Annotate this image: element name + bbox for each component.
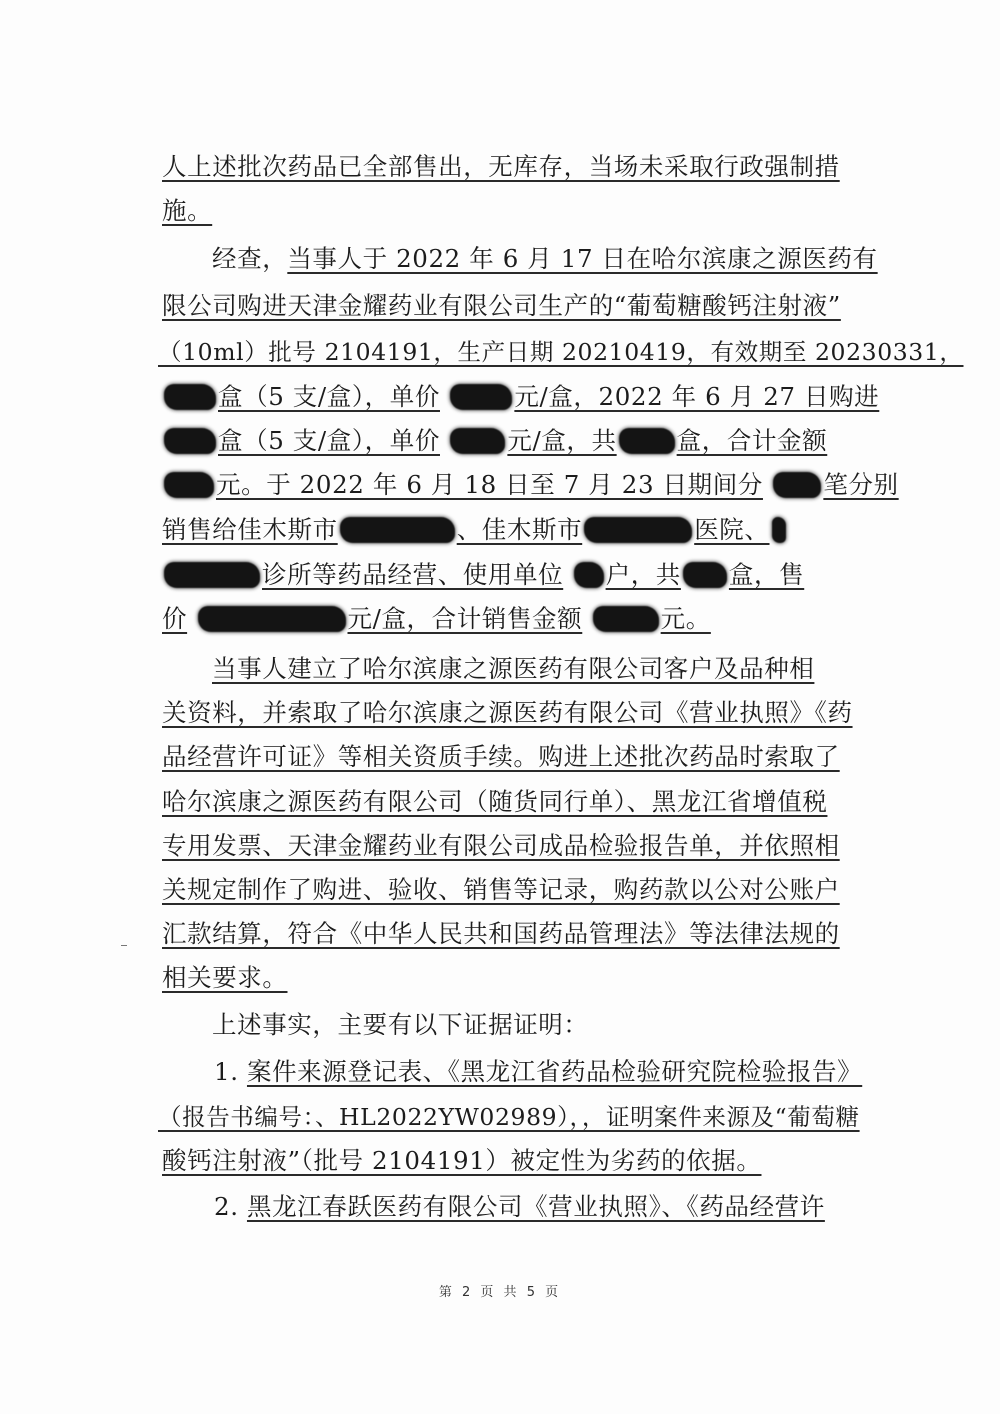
- text-span: 人上述批次药品已全部售出，无库存，当场未采取行政强制措: [162, 152, 840, 181]
- text-span: 盒，售: [728, 560, 805, 589]
- text-line: [162, 691, 852, 735]
- text-span: 限公司购进天津金耀药业有限公司生产的“葡萄糖酸钙注射液”: [162, 291, 841, 320]
- text-line: [162, 868, 852, 912]
- text-span: 当事人建立了哈尔滨康之源医药有限公司客户及品种相: [212, 654, 815, 683]
- text-span: 施。: [162, 196, 213, 225]
- text-line: [162, 463, 899, 507]
- text-line: [162, 145, 852, 189]
- text-line: [162, 237, 902, 281]
- text-span: 笔分别: [823, 470, 899, 499]
- redaction-mark: [574, 562, 604, 588]
- text-line: [162, 735, 852, 779]
- redaction-mark: [773, 472, 821, 498]
- redaction-mark: [164, 428, 216, 454]
- redaction-mark: [164, 384, 216, 410]
- text-line: [162, 553, 852, 597]
- text-line: [162, 647, 902, 691]
- text-span: （10ml）批号 2104191，生产日期 20210419，有效期至 20230331，: [158, 338, 964, 366]
- text-line: [162, 375, 880, 419]
- text-span: 经查，: [212, 244, 288, 273]
- text-line: [162, 824, 852, 868]
- text-span: 哈尔滨康之源医药有限公司（随货同行单）、黑龙江省增值税: [162, 787, 828, 816]
- text-line: [162, 912, 852, 956]
- text-span: 诊所等药品经营、使用单位: [262, 560, 564, 589]
- text-span: 盒，合计金额: [676, 426, 828, 455]
- redaction-mark: [164, 562, 260, 588]
- text-span: 元/盒，2022 年 6 月 27 日购进: [514, 382, 880, 411]
- redaction-mark: [340, 517, 455, 543]
- redaction-mark: [683, 562, 727, 588]
- text-span: 元/盒，共: [507, 426, 617, 455]
- redaction-mark: [450, 384, 512, 410]
- text-line: [162, 508, 852, 552]
- text-line: [162, 419, 852, 463]
- text-span: 酸钙注射液”（批号 2104191）被定性为劣药的依据。: [162, 1146, 762, 1175]
- text-line: [162, 956, 852, 1000]
- text-span: 元。: [660, 604, 711, 633]
- text-line: [158, 330, 964, 374]
- text-span: 关资料，并索取了哈尔滨康之源医药有限公司《营业执照》《药: [162, 698, 853, 727]
- redaction-mark: [619, 428, 675, 454]
- redaction-mark: [450, 428, 505, 454]
- text-line: [162, 780, 852, 824]
- text-span: 当事人于 2022 年 6 月 17 日在哈尔滨康之源医药有: [287, 244, 878, 273]
- text-span: 、佳木斯市: [456, 515, 583, 544]
- text-span: 元/盒，合计销售金额: [347, 604, 583, 633]
- text-span: 盒（5 支/盒），单价: [218, 382, 440, 411]
- evidence-number: 1.: [214, 1057, 239, 1086]
- text-span: 户，共: [605, 560, 681, 589]
- page-indicator: 第 2 页 共 5 页: [438, 1285, 562, 1300]
- text-line: [162, 189, 852, 233]
- redaction-mark: [198, 606, 346, 632]
- text-span: 销售给佳木斯市: [162, 515, 338, 544]
- scan-speck: [121, 945, 127, 946]
- text-span: 盒（5 支/盒），单价: [218, 426, 440, 455]
- evidence-item: [162, 1185, 904, 1229]
- text-span: 元。于 2022 年 6 月 18 日至 7 月 23 日期间分: [216, 470, 763, 499]
- text-span: 黑龙江春跃医药有限公司《营业执照》、《药品经营许: [246, 1192, 825, 1221]
- text-span: 专用发票、天津金耀药业有限公司成品检验报告单，并依照相: [162, 831, 840, 860]
- text-line: [158, 1095, 860, 1139]
- redaction-mark: [584, 517, 692, 543]
- text-span: 案件来源登记表、《黑龙江省药品检验研究院检验报告》: [246, 1057, 863, 1086]
- text-span: 价: [162, 604, 188, 633]
- text-span: 医院、: [694, 515, 770, 544]
- text-line: [162, 284, 852, 328]
- text-span: 品经营许可证》等相关资质手续。购进上述批次药品时索取了: [162, 742, 840, 771]
- text-span: 上述事实，主要有以下证据证明：: [212, 1010, 589, 1039]
- redaction-mark: [772, 517, 786, 543]
- redaction-mark: [164, 472, 214, 498]
- text-line: [162, 1139, 852, 1183]
- evidence-item: [162, 1050, 904, 1094]
- text-line: [162, 1003, 902, 1047]
- redaction-mark: [593, 606, 659, 632]
- text-span: 关规定制作了购进、验收、销售等记录，购药款以公对公账户: [162, 875, 840, 904]
- evidence-number: 2.: [214, 1192, 239, 1221]
- text-line: [162, 597, 852, 641]
- text-span: 汇款结算，符合《中华人民共和国药品管理法》等法律法规的: [162, 919, 840, 948]
- text-span: （报告书编号：、HL2022YW02989），，证明案件来源及“葡萄糖: [158, 1103, 860, 1131]
- text-span: 相关要求。: [162, 963, 288, 992]
